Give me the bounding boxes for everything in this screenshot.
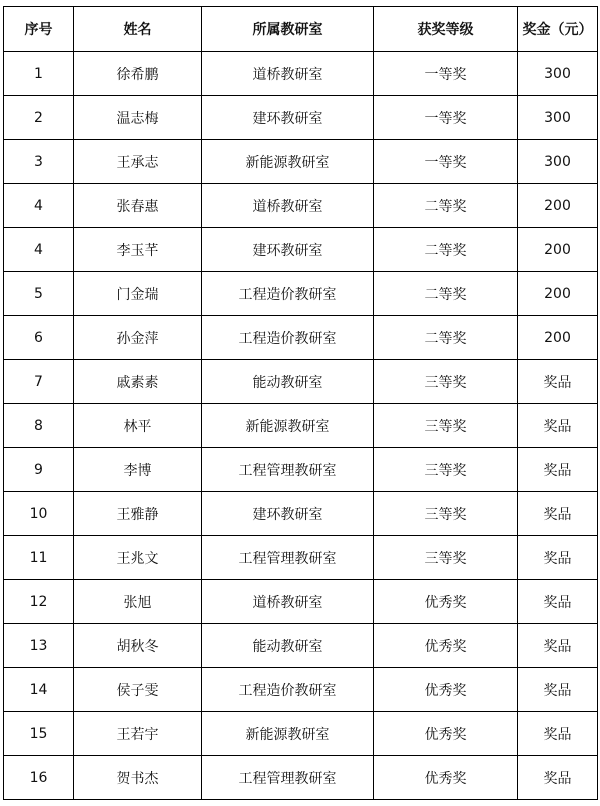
index-cell: 1 (4, 52, 74, 96)
table-row (4, 96, 598, 140)
department-cell: 新能源教研室 (202, 404, 374, 448)
department-cell: 工程管理教研室 (202, 448, 374, 492)
bonus-cell: 奖品 (518, 756, 598, 800)
department-cell: 道桥教研室 (202, 580, 374, 624)
name-cell: 王承志 (74, 140, 202, 184)
name-cell: 王若宇 (74, 712, 202, 756)
header-department: 所属教研室 (202, 7, 374, 52)
table-row (4, 712, 598, 756)
header-index: 序号 (4, 7, 74, 52)
department-cell: 能动教研室 (202, 360, 374, 404)
bonus-cell: 奖品 (518, 668, 598, 712)
name-cell: 张春惠 (74, 184, 202, 228)
name-cell: 贺书杰 (74, 756, 202, 800)
table-row (4, 448, 598, 492)
name-cell: 李博 (74, 448, 202, 492)
table-row (4, 404, 598, 448)
table-row (4, 272, 598, 316)
award-level-cell: 优秀奖 (374, 580, 518, 624)
index-cell: 4 (4, 228, 74, 272)
award-level-cell: 三等奖 (374, 404, 518, 448)
table-row (4, 580, 598, 624)
award-level-cell: 一等奖 (374, 52, 518, 96)
index-cell: 4 (4, 184, 74, 228)
bonus-cell: 200 (518, 184, 598, 228)
award-table (3, 6, 598, 800)
department-cell: 建环教研室 (202, 228, 374, 272)
index-cell: 11 (4, 536, 74, 580)
award-table-container (3, 6, 597, 800)
bonus-cell: 奖品 (518, 360, 598, 404)
department-cell: 能动教研室 (202, 624, 374, 668)
table-row (4, 228, 598, 272)
award-level-cell: 三等奖 (374, 536, 518, 580)
department-cell: 工程造价教研室 (202, 316, 374, 360)
name-cell: 温志梅 (74, 96, 202, 140)
bonus-cell: 300 (518, 96, 598, 140)
bonus-cell: 奖品 (518, 712, 598, 756)
index-cell: 14 (4, 668, 74, 712)
index-cell: 10 (4, 492, 74, 536)
bonus-cell: 奖品 (518, 624, 598, 668)
bonus-cell: 奖品 (518, 580, 598, 624)
table-row (4, 184, 598, 228)
department-cell: 新能源教研室 (202, 712, 374, 756)
header-name: 姓名 (74, 7, 202, 52)
award-level-cell: 二等奖 (374, 272, 518, 316)
table-row (4, 624, 598, 668)
name-cell: 侯子雯 (74, 668, 202, 712)
bonus-cell: 奖品 (518, 448, 598, 492)
award-level-cell: 一等奖 (374, 140, 518, 184)
name-cell: 胡秋冬 (74, 624, 202, 668)
table-row (4, 536, 598, 580)
award-level-cell: 三等奖 (374, 448, 518, 492)
award-level-cell: 优秀奖 (374, 756, 518, 800)
table-row (4, 360, 598, 404)
bonus-cell: 200 (518, 228, 598, 272)
header-bonus: 奖金（元） (518, 7, 598, 52)
award-level-cell: 二等奖 (374, 316, 518, 360)
name-cell: 林平 (74, 404, 202, 448)
name-cell: 徐希鹏 (74, 52, 202, 96)
index-cell: 3 (4, 140, 74, 184)
award-level-cell: 优秀奖 (374, 712, 518, 756)
award-level-cell: 三等奖 (374, 360, 518, 404)
award-level-cell: 二等奖 (374, 184, 518, 228)
name-cell: 张旭 (74, 580, 202, 624)
table-row (4, 52, 598, 96)
table-row (4, 668, 598, 712)
bonus-cell: 200 (518, 272, 598, 316)
name-cell: 李玉芊 (74, 228, 202, 272)
award-level-cell: 优秀奖 (374, 668, 518, 712)
index-cell: 7 (4, 360, 74, 404)
award-level-cell: 三等奖 (374, 492, 518, 536)
table-row (4, 140, 598, 184)
name-cell: 戚素素 (74, 360, 202, 404)
department-cell: 建环教研室 (202, 96, 374, 140)
department-cell: 工程管理教研室 (202, 756, 374, 800)
award-level-cell: 优秀奖 (374, 624, 518, 668)
bonus-cell: 奖品 (518, 404, 598, 448)
department-cell: 道桥教研室 (202, 52, 374, 96)
index-cell: 6 (4, 316, 74, 360)
name-cell: 孙金萍 (74, 316, 202, 360)
index-cell: 12 (4, 580, 74, 624)
index-cell: 5 (4, 272, 74, 316)
department-cell: 工程造价教研室 (202, 668, 374, 712)
department-cell: 建环教研室 (202, 492, 374, 536)
table-row (4, 492, 598, 536)
department-cell: 新能源教研室 (202, 140, 374, 184)
award-level-cell: 二等奖 (374, 228, 518, 272)
department-cell: 道桥教研室 (202, 184, 374, 228)
index-cell: 15 (4, 712, 74, 756)
index-cell: 8 (4, 404, 74, 448)
table-row (4, 316, 598, 360)
index-cell: 13 (4, 624, 74, 668)
bonus-cell: 200 (518, 316, 598, 360)
table-header-row (4, 7, 598, 52)
award-level-cell: 一等奖 (374, 96, 518, 140)
index-cell: 9 (4, 448, 74, 492)
bonus-cell: 奖品 (518, 536, 598, 580)
name-cell: 王兆文 (74, 536, 202, 580)
department-cell: 工程管理教研室 (202, 536, 374, 580)
name-cell: 王雅静 (74, 492, 202, 536)
table-row (4, 756, 598, 800)
name-cell: 门金瑞 (74, 272, 202, 316)
index-cell: 16 (4, 756, 74, 800)
department-cell: 工程造价教研室 (202, 272, 374, 316)
bonus-cell: 300 (518, 140, 598, 184)
index-cell: 2 (4, 96, 74, 140)
bonus-cell: 300 (518, 52, 598, 96)
bonus-cell: 奖品 (518, 492, 598, 536)
header-award-level: 获奖等级 (374, 7, 518, 52)
table-body (4, 52, 598, 800)
